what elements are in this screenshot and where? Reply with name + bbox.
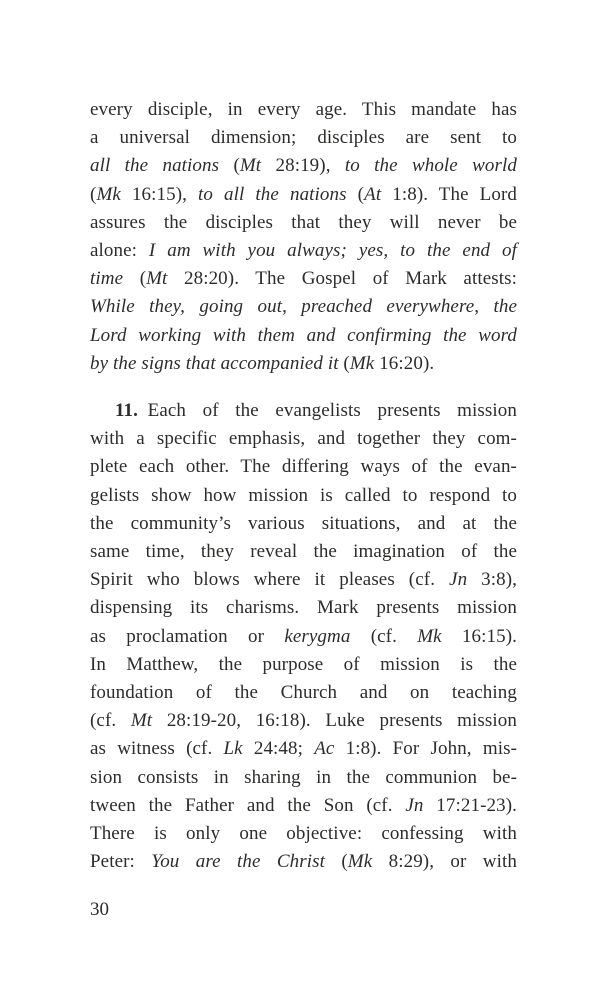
italic-run: by the signs that accompanied it [90, 352, 339, 374]
text-line [90, 181, 517, 209]
text-run: ( [123, 268, 147, 290]
text-line [90, 764, 517, 792]
text-run: dispensing its charisms. Mark presents mission [90, 597, 517, 619]
text-line [90, 792, 517, 820]
text-run: 16:15), [120, 183, 199, 205]
italic-run: Mk [349, 352, 375, 374]
text-run: In Matthew, the purpose of mission is the [90, 653, 517, 675]
text-run: alone: [90, 240, 149, 262]
text-line [90, 152, 517, 180]
text-run: ( [338, 352, 350, 374]
italic-run: Jn [449, 569, 468, 591]
italic-run: Mk [417, 625, 442, 647]
text-run: (cf. [350, 625, 418, 647]
italic-run: I am with you always; yes, to the end of [148, 240, 518, 262]
text-line [90, 820, 517, 848]
italic-run: Mk [96, 183, 121, 205]
italic-run: to all the nations [198, 183, 347, 205]
text-line [90, 510, 517, 538]
text-line [90, 735, 517, 763]
italic-run: kerygma [284, 625, 351, 647]
text-run: (cf. [90, 710, 131, 732]
text-run: 24:48; [242, 738, 315, 760]
text-run: 17:21-23). [423, 794, 517, 816]
text-run: same time, they reveal the imagination of the [90, 541, 517, 563]
italic-run: Ac [314, 738, 335, 760]
text-run: 28:19), [261, 155, 345, 177]
italic-run: all the nations [90, 155, 220, 177]
text-run: 28:19-20, 16:18). Luke presents mission [152, 710, 517, 732]
text-run: 16:20). [374, 352, 435, 374]
italic-run: Mt [130, 710, 153, 732]
text-line [90, 482, 517, 510]
text-run: There is only one objective: confessing with [90, 823, 517, 845]
text-run: gelists show how mission is called to respond to [90, 484, 517, 506]
text-run: as proclamation or [90, 625, 285, 647]
italic-run: Mk [347, 851, 373, 873]
italic-run: While they, going out, preached everywhere, the [90, 296, 517, 318]
text-run: ( [90, 183, 97, 205]
text-run: ( [346, 183, 365, 205]
text-run: assures the disciples that they will never be [90, 211, 517, 233]
text-line [90, 293, 517, 321]
text-line [90, 96, 517, 124]
text-run: every disciple, in every age. This mandate has [90, 99, 517, 120]
text-run: 3:8), [467, 569, 517, 591]
text-run: ( [325, 851, 348, 873]
text-run: the community’s various situations, and at the [90, 512, 517, 534]
text-run: tween the Father and the Son (cf. [90, 794, 406, 816]
text-line [90, 594, 517, 622]
text-run: 8:29), or with [372, 851, 517, 873]
italic-run: time [90, 268, 124, 290]
text-line [90, 538, 517, 566]
text-line [90, 651, 517, 679]
text-run: Spirit who blows where it pleases (cf. [90, 569, 450, 591]
italic-run: Jn [405, 794, 424, 816]
text-line [90, 209, 517, 237]
page-number: 30 [90, 899, 109, 920]
italic-run: You are the Christ [151, 851, 326, 873]
text-line [90, 453, 517, 481]
paragraph [90, 397, 517, 876]
text-run: Peter: [90, 851, 152, 873]
italic-run: Lk [223, 738, 243, 760]
text-run: ( [219, 155, 240, 177]
italic-run: At [364, 183, 382, 205]
text-run: 16:15). [441, 625, 518, 647]
text-run: foundation of the Church and on teaching [90, 682, 517, 704]
bold-run: 11. [115, 400, 139, 422]
text-line [90, 566, 517, 594]
text-line [90, 623, 517, 651]
text-line [90, 265, 517, 293]
text-line [90, 322, 517, 350]
text-line [90, 124, 517, 152]
italic-run: Mt [146, 268, 168, 290]
text-line [90, 679, 517, 707]
text-line [90, 397, 517, 425]
text-line [90, 848, 517, 876]
text-line [90, 707, 517, 735]
text-run: Each of the evangelists presents mission [138, 400, 517, 422]
text-run: 1:8). For John, mis- [334, 738, 517, 760]
italic-run: Lord working with them and confirming the word [90, 324, 517, 346]
text-run: with a specific emphasis, and together they com- [90, 428, 517, 450]
text-run: sion consists in sharing in the communion be- [90, 766, 517, 788]
italic-run: to the whole world [344, 155, 517, 177]
italic-run: Mt [239, 155, 262, 177]
text-line [90, 237, 517, 265]
text-run: 1:8). The Lord [381, 183, 517, 205]
text-run: 28:20). The Gospel of Mark attests: [167, 268, 517, 290]
text-run: plete each other. The differing ways of the evan- [90, 456, 517, 478]
text-run: a universal dimension; disciples are sent to [90, 127, 517, 149]
body-text [90, 96, 517, 876]
text-line [90, 350, 517, 378]
paragraph [90, 96, 517, 378]
text-run: as witness (cf. [90, 738, 224, 760]
text-line [90, 425, 517, 453]
